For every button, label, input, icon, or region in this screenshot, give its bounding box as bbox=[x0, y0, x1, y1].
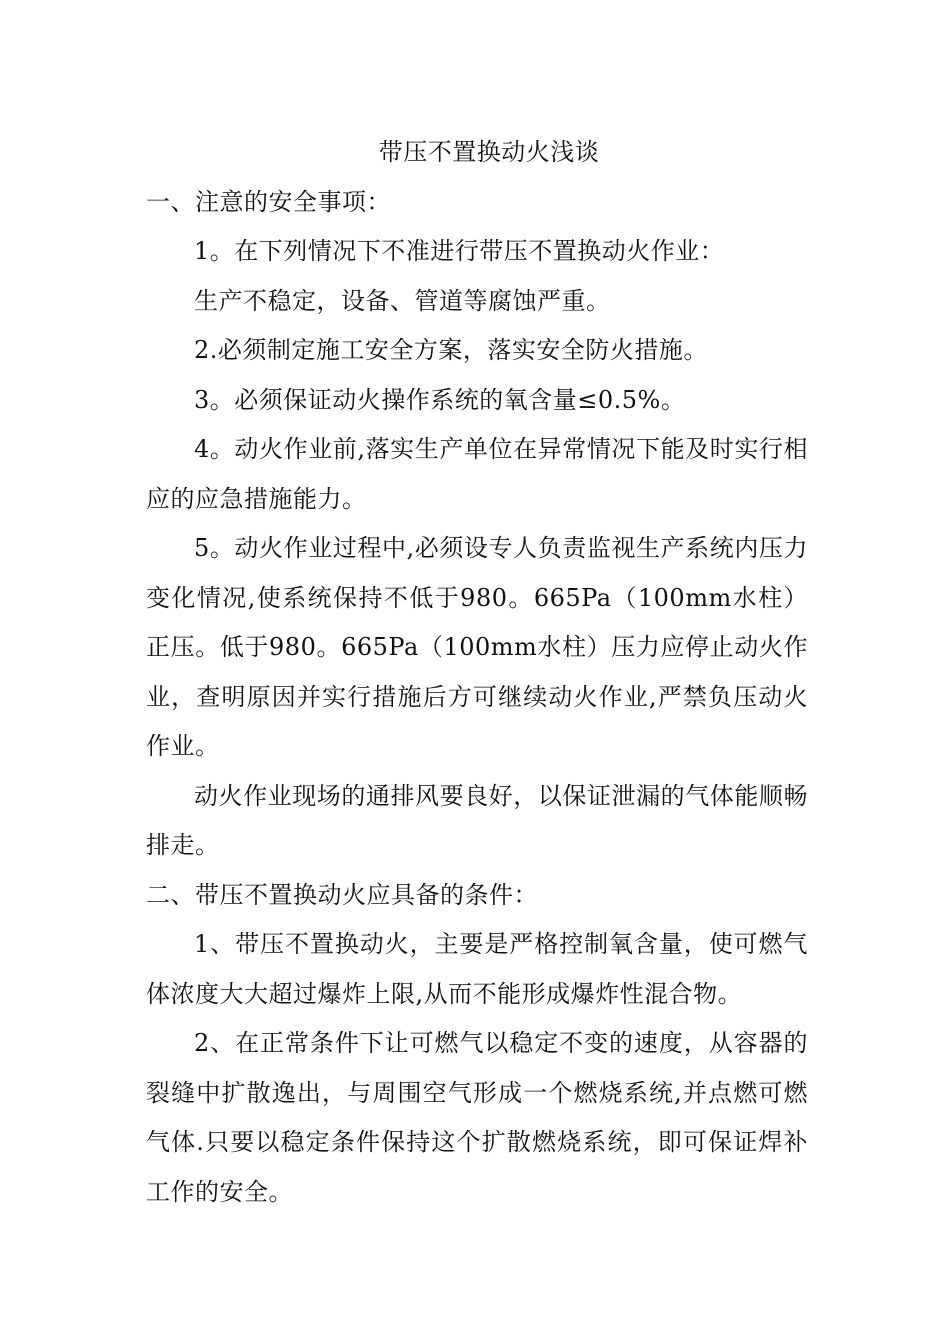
paragraph: 3。必须保证动火操作系统的氧含量≤0.5%。 bbox=[194, 385, 686, 414]
paragraph: 1。在下列情况下不准进行带压不置换动火作业： bbox=[194, 237, 725, 265]
document-body bbox=[146, 128, 808, 1217]
section-heading-2: 二、带压不置换动火应具备的条件： bbox=[146, 880, 538, 909]
paragraph: 2、在正常条件下让可燃气以稳定不变的速度，从容器的裂缝中扩散逸出，与周围空气形成一个燃烧系统,并点燃可燃气体.只要以稳定条件保持这个扩散燃烧系统，即可保证焊补工作的安全。 bbox=[146, 1029, 808, 1206]
paragraph: 2.必须制定施工安全方案，落实安全防火措施。 bbox=[194, 336, 708, 364]
paragraph: 1、带压不置换动火，主要是严格控制氧含量，使可燃气体浓度大大超过爆炸上限,从而不能形成爆炸性混合物。 bbox=[146, 930, 808, 1008]
paragraph: 4。动火作业前,落实生产单位在异常情况下能及时实行相应的应急措施能力。 bbox=[146, 435, 808, 513]
document-title: 带压不置换动火浅谈 bbox=[378, 138, 600, 166]
section-heading-1: 一、注意的安全事项： bbox=[146, 187, 391, 216]
paragraph: 5。动火作业过程中,必须设专人负责监视生产系统内压力变化情况,使系统保持不低于980。665Pa（100mm水柱）正压。低于980。665Pa（100mm水柱）压力应停止动火作业，查明原因并实行措施后方可继续动火作业,严禁负压动火作业。 bbox=[146, 534, 808, 760]
paragraph: 动火作业现场的通排风要良好，以保证泄漏的气体能顺畅排走。 bbox=[146, 781, 808, 859]
paragraph: 生产不稳定，设备、管道等腐蚀严重。 bbox=[194, 286, 611, 315]
